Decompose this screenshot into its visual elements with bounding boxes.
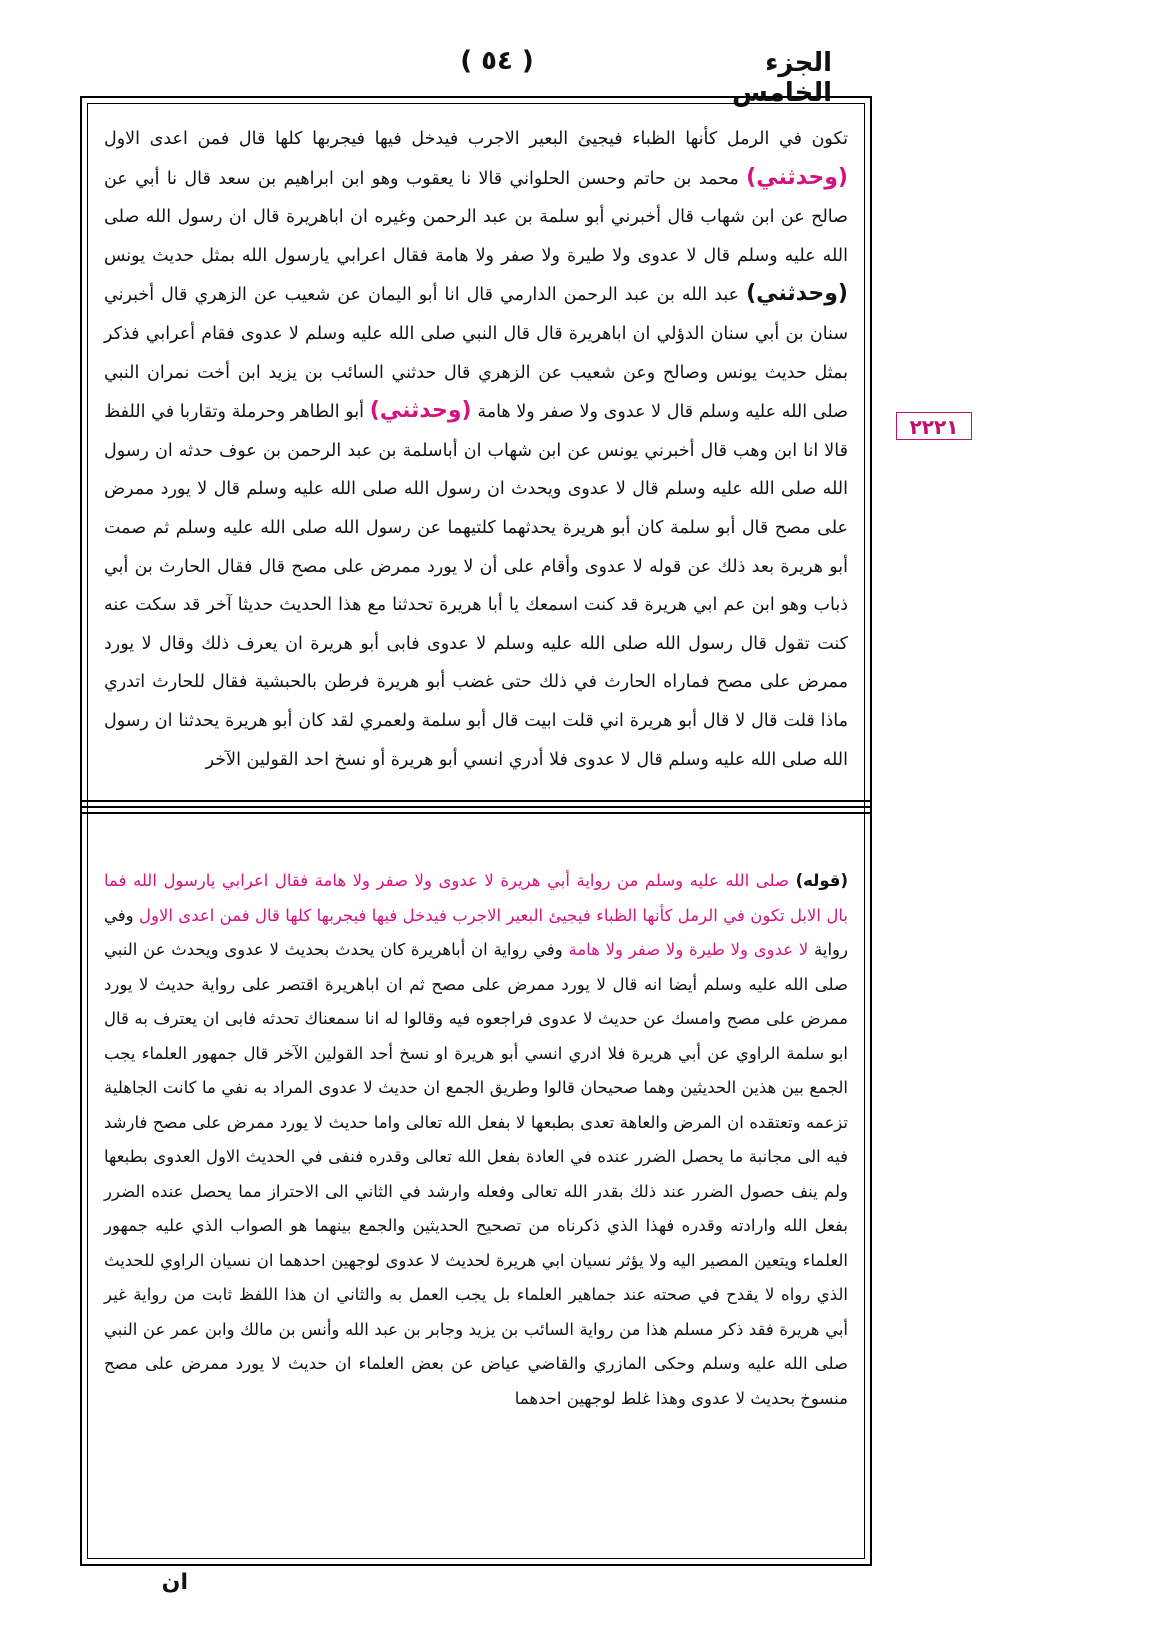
hadith-number-badge: ٢٢٢١: [896, 412, 972, 440]
quoted-matn: لا عدوى ولا طيرة ولا صفر ولا هامة: [568, 940, 809, 959]
commentary-label: (قوله): [795, 871, 849, 890]
text-segment: تكون في الرمل كأنها الظباء فيجيئ البعير الاجرب فيدخل فيها فيجربها كلها قال فمن اعدى الاول: [104, 129, 848, 149]
commentary-text: [104, 864, 848, 1554]
narrator-marker: (وحدثني): [369, 398, 472, 424]
narrator-marker: (وحدثني): [746, 164, 848, 190]
volume-title: الجزء الخامس: [731, 48, 832, 108]
hadith-main-text: [104, 120, 848, 815]
catchword: ان: [161, 1570, 188, 1595]
text-segment: أبو الطاهر وحرملة وتقاربا في اللفظ قالا انا ابن وهب قال أخبرني يونس عن ابن شهاب ان أباسلمة بن عبد الرحمن بن عوف حدثه ان رسول الله صلى الله عليه وسلم قال لا عدوى ويحدث ان رسول الله صلى الله عليه وسلم قال لا يورد ممرض على مصح قال أبو سلمة كان أبو هريرة يحدثهما كلتيهما عن رسول الله صلى الله عليه وسلم ثم صمت أبو هريرة بعد ذلك عن قوله لا عدوى وأقام على أن لا يورد ممرض على مصح قال فقال الحارث بن أبي ذباب وهو ابن عم ابي هريرة قد كنت اسمعك يا أبا هريرة تحدثنا مع هذا الحديث حديثا آخر قد سكت عنه كنت تقول قال رسول الله صلى الله عليه وسلم لا عدوى فابى أبو هريرة ان يعرف ذلك وقال لا يورد ممرض على مصح فماراه الحارث في ذلك حتى غضب أبو هريرة فرطن بالحبشية فقال للحارث اتدري ماذا قلت قال لا قال أبو هريرة اني قلت ابيت قال أبو سلمة ولعمري لقد كان أبو هريرة يحدثنا ان رسول الله صلى الله عليه وسلم قال لا عدوى فلا أدري انسي أبو هريرة أو نسخ احد القولين الآخر: [104, 402, 848, 770]
text-segment: عبد الله بن عبد الرحمن الدارمي قال انا أبو اليمان عن شعيب عن الزهري قال أخبرني سنان بن أبي سنان الدؤلي ان اباهريرة قال قال النبي صلى الله عليه وسلم لا عدوى فقام أعرابي فذكر بمثل حديث يونس وصالح وعن شعيب عن الزهري قال حدثني السائب بن يزيد ابن أخت نمران النبي صلى الله عليه وسلم قال لا عدوى ولا صفر ولا هامة: [104, 285, 849, 423]
text-segment: وفي رواية ان أباهريرة كان يحدث بحديث لا عدوى ويحدث عن النبي صلى الله عليه وسلم أيضا انه قال لا يورد ممرض على مصح ثم ان اباهريرة اقتصر على رواية حديث لا يورد ممرض على مصح وامسك عن حديث لا عدوى فراجعوه فيه وقالوا له انا سمعناك تحدثه فابى ان يعترف به قال ابو سلمة الراوي عن أبي هريرة فلا ادري انسي أبو هريرة او نسخ أحد القولين الآخر قال جمهور العلماء يجب الجمع بين هذين الحديثين وهما صحيحان قالوا وطريق الجمع ان حديث لا عدوى المراد به نفي ما كانت الجاهلية تزعمه وتعتقده ان المرض والعاهة تعدى بطبعها لا بفعل الله تعالى واما حديث لا يورد ممرض على مصح فارشد فيه الى مجانبة ما يحصل الضرر عنده في العادة بفعل الله تعالى وقدره فنفى في الحديث الاول العدوى بطبعها ولم ينف حصول الضرر عند ذلك بقدر الله تعالى وفعله وارشد في الثاني الى الاحتراز مما يحصل عنده الضرر بفعل الله وارادته وقدره فهذا الذي ذكرناه من تصحيح الحديثين والجمع بينهما هو الصواب الذي عليه جمهور العلماء ويتعين المصير اليه ولا يؤثر نسيان ابي هريرة لحديث لا عدوى لوجهين احدهما ان نسيان الراوي للحديث الذي رواه لا يقدح في صحته عند جماهير العلماء بل يجب العمل به والثاني ان هذا اللفظ ثابت من رواية غير أبي هريرة فقد ذكر مسلم هذا من رواية السائب بن يزيد وجابر بن عبد الله وأنس بن مالك وابن عمر عن النبي صلى الله عليه وسلم وحكى المازري والقاضي عياض عن بعض العلماء ان حديث لا يورد ممرض على مصح منسوخ بحديث لا عدوى وهذا غلط لوجهين احدهما: [104, 940, 848, 1408]
text-segment: محمد بن حاتم وحسن الحلواني قالا نا يعقوب وهو ابن ابراهيم بن سعد قال نا أبي عن صالح عن ابن شهاب قال أخبرني أبو سلمة بن عبد الرحمن وغيره ان اباهريرة قال ان رسول الله صلى الله عليه وسلم قال لا عدوى ولا طيرة ولا صفر ولا هامة فقال اعرابي يارسول الله بمثل حديث يونس: [104, 168, 848, 266]
commentary-paragraph: [104, 864, 848, 1416]
text-segment: وفي رواية: [104, 905, 848, 959]
page-number: ( ٥٤ ): [460, 46, 534, 76]
narrator-marker: (وحدثني): [746, 281, 848, 307]
quoted-matn: صلى الله عليه وسلم من رواية أبي هريرة لا عدوى ولا صفر ولا هامة فقال اعرابي يارسول الله فما بال الابل تكون في الرمل كأنها الظباء فيجيئ البعير الاجرب فيدخل فيها فيجربها كلها قال فمن اعدى الاول: [104, 871, 848, 925]
hadith-paragraph: [104, 120, 848, 779]
